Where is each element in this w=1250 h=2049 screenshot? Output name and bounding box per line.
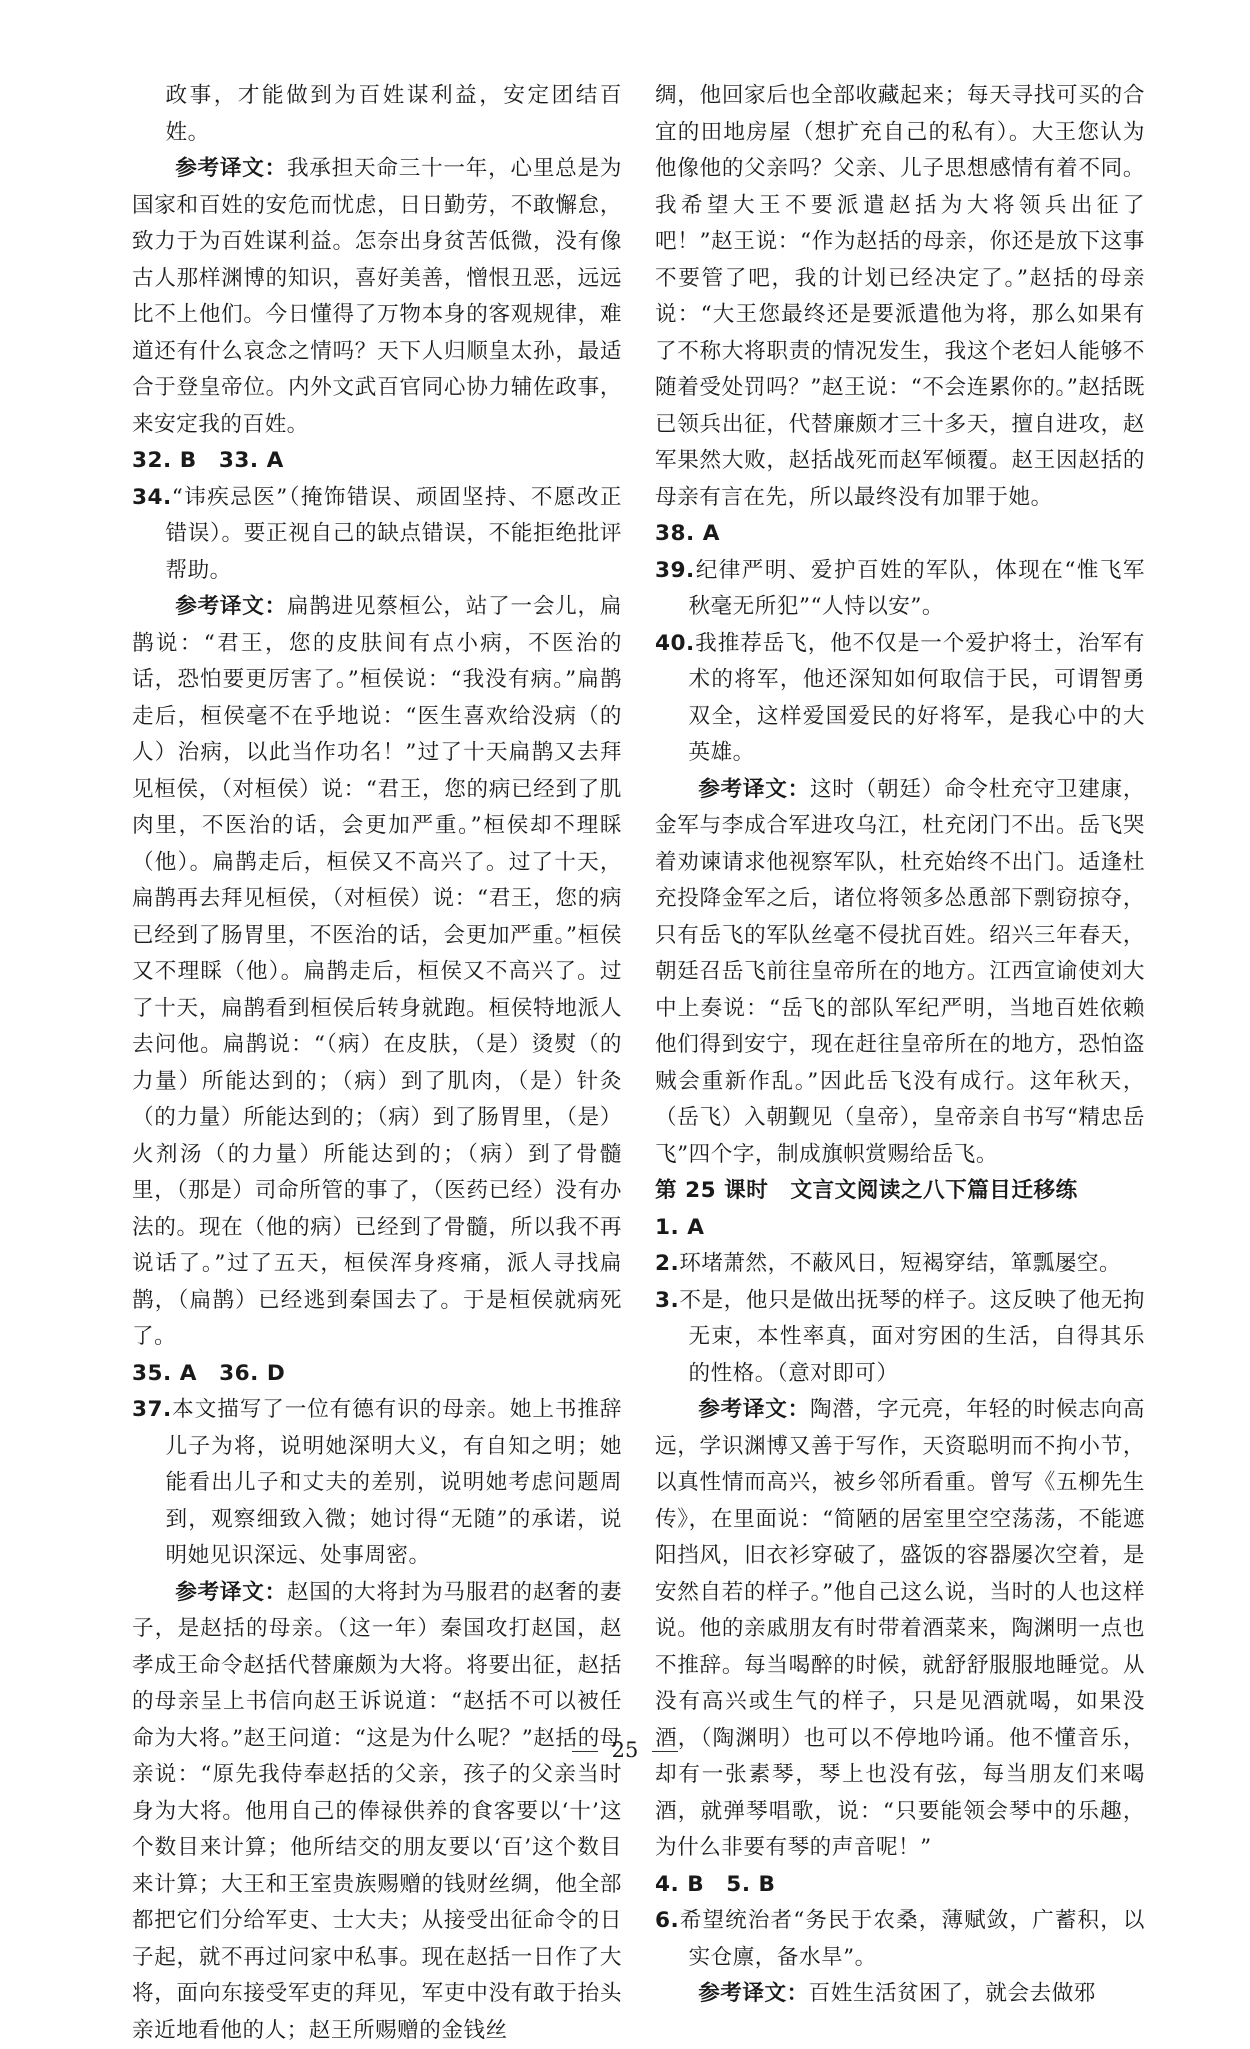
answer-text: 不是，他只是做出抚琴的样子。这反映了他无拘无束，本性率真，面对穷困的生活，自得其乐的性格。（意对即可） bbox=[679, 1288, 1145, 1386]
answer-text: 本文描写了一位有德有识的母亲。她上书推辞儿子为将，说明她深明大义，有自知之明；她能看出儿子和丈夫的差别，说明她考虑问题周到，观察细致入微；她讨得“无随”的承诺，说明她见识深远、处事周密。 bbox=[165, 1397, 622, 1568]
translation-paragraph bbox=[655, 1976, 1145, 2013]
question-number: 2. bbox=[655, 1251, 679, 1276]
answer-34 bbox=[132, 480, 622, 590]
answer-35-36: 35. A 36. D bbox=[132, 1356, 622, 1393]
footer-dash-left bbox=[572, 1751, 598, 1752]
page-footer bbox=[0, 1738, 1250, 1762]
right-column bbox=[655, 78, 1145, 2013]
translation-label: 参考译文： bbox=[175, 156, 287, 181]
answer-38: 38. A bbox=[655, 516, 1145, 553]
answer-2 bbox=[655, 1246, 1145, 1283]
answer-text: 我推荐岳飞，他不仅是一个爱护将士，治军有术的将军，他还深知如何取信于民，可谓智勇双全，这样爱国爱民的好将军，是我心中的大英雄。 bbox=[688, 631, 1145, 766]
answer-text: “讳疾忌医”（掩饰错误、顽固坚持、不愿改正错误）。要正视自己的缺点错误，不能拒绝批评帮助。 bbox=[165, 485, 622, 583]
answer-6 bbox=[655, 1903, 1145, 1976]
translation-text: 百姓生活贫困了，就会去做邪 bbox=[809, 1981, 1096, 2006]
section-title: 第 25 课时 文言文阅读之八下篇目迁移练 bbox=[655, 1173, 1145, 1210]
paragraph-continued: 政事，才能做到为百姓谋利益，安定团结百姓。 bbox=[132, 78, 622, 151]
answer-32-33: 32. B 33. A bbox=[132, 443, 622, 480]
translation-text: 我承担天命三十一年，心里总是为国家和百姓的安危而忧虑，日日勤劳，不敢懈怠，致力于为百姓谋利益。怎奈出身贫苦低微，没有像古人那样渊博的知识，喜好美善，憎恨丑恶，远远比不上他们。今日懂得了万物本身的客观规律，难道还有什么哀念之情吗？天下人归顺皇太孙，最适合于登皇帝位。内外文武百官同心协力辅佐政事，来安定我的百姓。 bbox=[132, 156, 622, 437]
footer-dash-right bbox=[652, 1751, 678, 1752]
page-number: 25 bbox=[612, 1738, 639, 1762]
answer-37 bbox=[132, 1392, 622, 1575]
translation-paragraph bbox=[655, 772, 1145, 1174]
question-number: 3. bbox=[655, 1288, 679, 1313]
answer-text: 纪律严明、爱护百姓的军队，体现在“惟飞军秋毫无所犯”“人恃以安”。 bbox=[688, 558, 1145, 620]
translation-label: 参考译文： bbox=[175, 594, 287, 619]
translation-text: 扁鹊进见蔡桓公，站了一会儿，扁鹊说：“君王，您的皮肤间有点小病，不医治的话，恐怕要更厉害了。”桓侯说：“我没有病。”扁鹊走后，桓侯毫不在乎地说：“医生喜欢给没病（的人）治病，以此当作功名！”过了十天扁鹊又去拜见桓侯，（对桓侯）说：“君王，您的病已经到了肌肉里，不医治的话，会更加严重。”桓侯却不理睬（他）。扁鹊走后，桓侯又不高兴了。过了十天，扁鹊再去拜见桓侯，（对桓侯）说：“君王，您的病已经到了肠胃里，不医治的话，会更加严重。”桓侯又不理睬（他）。扁鹊走后，桓侯又不高兴了。过了十天，扁鹊看到桓侯后转身就跑。桓侯特地派人去问他。扁鹊说：“（病）在皮肤，（是）烫熨（的力量）所能达到的；（病）到了肌肉，（是）针灸（的力量）所能达到的；（病）到了肠胃里，（是）火剂汤（的力量）所能达到的；（病）到了骨髓里，（那是）司命所管的事了，（医药已经）没有办法的。现在（他的病）已经到了骨髓，所以我不再说话了。”过了五天，桓侯浑身疼痛，派人寻找扁鹊，（扁鹊）已经逃到秦国去了。于是桓侯就病死了。 bbox=[132, 594, 622, 1349]
answer-39 bbox=[655, 553, 1145, 626]
translation-paragraph bbox=[132, 589, 622, 1356]
translation-label: 参考译文： bbox=[698, 1981, 808, 2006]
translation-paragraph bbox=[132, 1575, 622, 2049]
question-number: 39. bbox=[655, 558, 695, 583]
question-number: 40. bbox=[655, 631, 695, 656]
paragraph-continued: 绸，他回家后也全部收藏起来；每天寻找可买的合宜的田地房屋（想扩充自己的私有）。大王您认为他像他的父亲吗？父亲、儿子思想感情有着不同。我希望大王不要派遣赵括为大将领兵出征了吧！”赵王说：“作为赵括的母亲，你还是放下这事不要管了吧，我的计划已经决定了。”赵括的母亲说：“大王您最终还是要派遣他为将，那么如果有了不称大将职责的情况发生，我这个老妇人能够不随着受处罚吗？”赵王说：“不会连累你的。”赵括既已领兵出征，代替廉颇才三十多天，擅自进攻，赵军果然大败，赵括战死而赵军倾覆。赵王因赵括的母亲有言在先，所以最终没有加罪于她。 bbox=[655, 78, 1145, 516]
answer-40 bbox=[655, 626, 1145, 772]
answer-text: 环堵萧然，不蔽风日，短褐穿结，箪瓢屡空。 bbox=[679, 1251, 1121, 1276]
translation-label: 参考译文： bbox=[698, 1397, 810, 1422]
translation-text: 这时（朝廷）命令杜充守卫建康，金军与李成合军进攻乌江，杜充闭门不出。岳飞哭着劝谏请求他视察军队，杜充始终不出门。适逢杜充投降金军之后，诸位将领多怂恿部下剽窃掠夺，只有岳飞的军队丝毫不侵扰百姓。绍兴三年春天，朝廷召岳飞前往皇帝所在的地方。江西宣谕使刘大中上奏说：“岳飞的部队军纪严明，当地百姓依赖他们得到安宁，现在赶往皇帝所在的地方，恐怕盗贼会重新作乱。”因此岳飞没有成行。这年秋天，（岳飞）入朝觐见（皇帝），皇帝亲自书写“精忠岳飞”四个字，制成旗帜赏赐给岳飞。 bbox=[655, 777, 1145, 1167]
answer-3 bbox=[655, 1283, 1145, 1393]
question-number: 34. bbox=[132, 485, 172, 510]
translation-label: 参考译文： bbox=[175, 1580, 287, 1605]
translation-paragraph bbox=[132, 151, 622, 443]
translation-paragraph bbox=[655, 1392, 1145, 1867]
answer-text: 希望统治者“务民于农桑，薄赋敛，广蓄积，以实仓廪，备水旱”。 bbox=[679, 1908, 1145, 1970]
translation-text: 赵国的大将封为马服君的赵奢的妻子，是赵括的母亲。（这一年）秦国攻打赵国，赵孝成王命令赵括代替廉颇为大将。将要出征，赵括的母亲呈上书信向赵王诉说道：“赵括不可以被任命为大将。”赵王问道：“这是为什么呢？”赵括的母亲说：“原先我侍奉赵括的父亲，孩子的父亲当时身为大将。他用自己的俸禄供养的食客要以‘十’这个数目来计算；他所结交的朋友要以‘百’这个数目来计算；大王和王室贵族赐赠的钱财丝绸，他全部都把它们分给军吏、士大夫；从接受出征命令的日子起，就不再过问家中私事。现在赵括一日作了大将，面向东接受军吏的拜见，军吏中没有敢于抬头亲近地看他的人；赵王所赐赠的金钱丝 bbox=[132, 1580, 622, 2043]
answer-1: 1. A bbox=[655, 1210, 1145, 1247]
question-number: 6. bbox=[655, 1908, 679, 1933]
question-number: 37. bbox=[132, 1397, 172, 1422]
answer-4-5: 4. B 5. B bbox=[655, 1867, 1145, 1904]
translation-text: 陶潜，字元亮，年轻的时候志向高远，学识渊博又善于写作，天资聪明而不拘小节，以真性情而高兴，被乡邻所看重。曾写《五柳先生传》，在里面说：“简陋的居室里空空荡荡，不能遮阳挡风，旧衣衫穿破了，盛饭的容器屡次空着，是安然自若的样子。”他自己这么说，当时的人也这样说。他的亲戚朋友有时带着酒菜来，陶渊明一点也不推辞。每当喝醉的时候，就舒舒服服地睡觉。从没有高兴或生气的样子，只是见酒就喝，如果没酒，（陶渊明）也可以不停地吟诵。他不懂音乐，却有一张素琴，琴上也没有弦，每当朋友们来喝酒，就弹琴唱歌，说：“只要能领会琴中的乐趣，为什么非要有琴的声音呢！” bbox=[655, 1397, 1145, 1860]
translation-label: 参考译文： bbox=[698, 777, 810, 802]
